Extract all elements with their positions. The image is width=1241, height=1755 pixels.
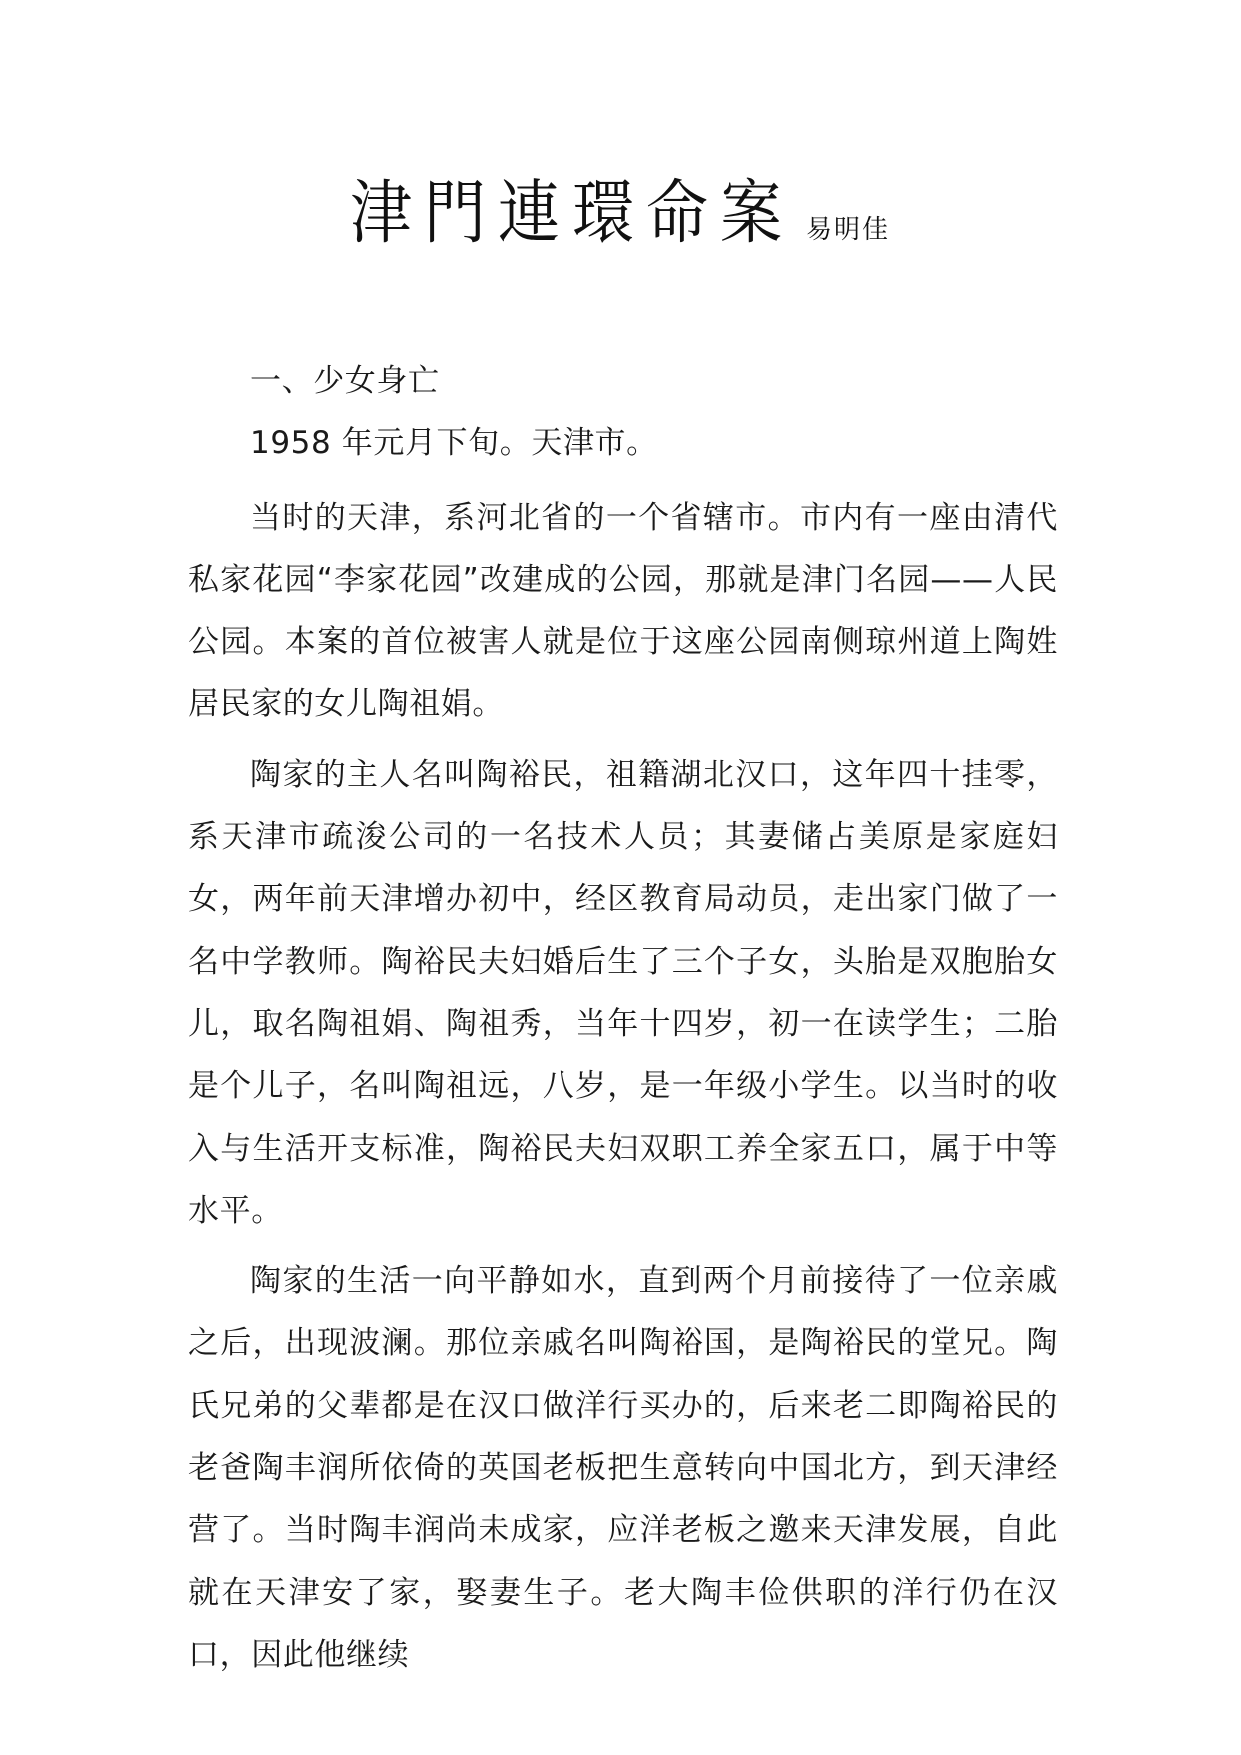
date-line: 1958 年元月下旬。天津市。 (250, 425, 658, 462)
document-title: 津門連環命案 (350, 171, 795, 254)
title-block (350, 168, 950, 258)
paragraph-1: 当时的天津，系河北省的一个省辖市。市内有一座由清代私家花园“李家花园”改建成的公园，那就是津门名园——人民公园。本案的首位被害人就是位于这座公园南侧琼州道上陶姓居民家的女儿陶祖娟。 (188, 499, 1058, 723)
author-name: 易明佳 (806, 215, 891, 245)
paragraph-2: 陶家的主人名叫陶裕民，祖籍湖北汉口，这年四十挂零，系天津市疏浚公司的一名技术人员；其妻储占美原是家庭妇女，两年前天津增办初中，经区教育局动员，走出家门做了一名中学教师。陶裕民夫妇婚后生了三个子女，头胎是双胞胎女儿，取名陶祖娟、陶祖秀，当年十四岁，初一在读学生；二胎是个儿子，名叫陶祖远，八岁，是一年级小学生。以当时的收入与生活开支标准，陶裕民夫妇双职工养全家五口，属于中等水平。 (188, 756, 1058, 1229)
section-heading: 一、少女身亡 (250, 363, 440, 399)
body-text (188, 350, 1058, 1694)
paragraph-3: 陶家的生活一向平静如水，直到两个月前接待了一位亲戚之后，出现波澜。那位亲戚名叫陶裕国，是陶裕民的堂兄。陶氏兄弟的父辈都是在汉口做洋行买办的，后来老二即陶裕民的老爸陶丰润所依倚的英国老板把生意转向中国北方，到天津经营了。当时陶丰润尚未成家，应洋老板之邀来天津发展，自此就在天津安了家，娶妻生子。老大陶丰俭供职的洋行仍在汉口，因此他继续 (188, 1263, 1058, 1673)
